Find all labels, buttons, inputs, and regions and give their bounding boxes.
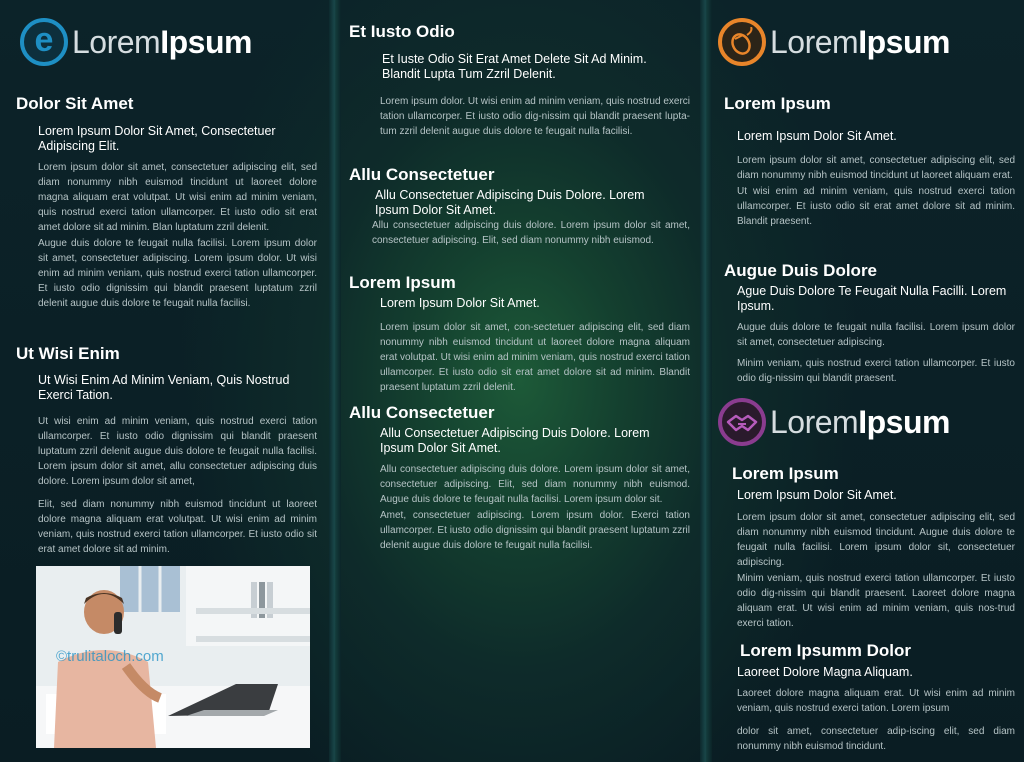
section-subheading: Laoreet Dolore Magna Aliquam.	[737, 665, 913, 679]
section-body	[38, 414, 317, 558]
paragraph: Lorem ipsum dolor sit amet, consectetuer adipiscing elit, sed diam nonummy nibh euismod tincidunt. Augue duis dolore te feugait nulla facilisi. Lorem ipsum dolor sit, consectetuer adipiscing.	[737, 512, 1015, 568]
paragraph: Laoreet dolore magna aliquam erat. Ut wisi enim ad minim veniam, quis nostrud exerci tation. Lorem ipsum	[737, 688, 1015, 714]
section-subheading: Lorem Ipsum Dolor Sit Amet.	[380, 296, 540, 310]
paragraph: dolor sit amet, consectetuer adip-iscing elit, sed diam nonummy nibh euismod tincidunt.	[737, 726, 1015, 752]
section-subheading: Allu Consectetuer Adipiscing Duis Dolore. Lorem Ipsum Dolor Sit Amet.	[380, 426, 650, 455]
section-subheading: Lorem Ipsum Dolor Sit Amet, Consectetuer Adipiscing Elit.	[38, 124, 276, 153]
section-heading: Augue Duis Dolore	[724, 261, 878, 280]
section-body	[737, 686, 1015, 755]
paragraph: Lorem ipsum dolor sit amet, consectetuer adipiscing elit, sed diam nonummy nibh euismod tincidunt ut laoreet dolore magna aliquam erat volutpat. Ut wisi enim ad minim veniam, quis nostrud exerci tation ullamcorper. Et iusto odio sit erat amet dolore sit ad minim. Blan luptatum zzril delenit.	[38, 162, 317, 233]
section-subheading: Et Iuste Odio Sit Erat Amet Delete Sit Ad Minim. Blandit Lupta Tum Zzril Delenit.	[382, 52, 647, 81]
section-heading: Lorem Ipsum	[732, 464, 839, 483]
section-body	[737, 153, 1015, 230]
right-column	[712, 0, 1024, 762]
brand-word-2: Ipsum	[858, 403, 950, 440]
paragraph: Minim veniam, quis nostrud exerci tation ullamcorper. Et iusto odio dig-nissim qui blandit praesent.	[737, 358, 1015, 384]
section-subheading: Ague Duis Dolore Te Feugait Nulla Facilli. Lorem Ipsum.	[737, 284, 1007, 313]
brand-word-1: Lorem	[770, 23, 859, 60]
section-heading: Et Iusto Odio	[349, 22, 455, 41]
paragraph: Lorem ipsum dolor sit amet, consectetuer adipiscing elit, sed diam nonummy nibh euismod tincidunt ut laoreet aliquam erat.	[737, 155, 1015, 181]
brand-logo	[718, 398, 950, 446]
brand-logo	[718, 18, 950, 66]
paragraph: Allu consectetuer adipiscing duis dolore. Lorem ipsum dolor sit amet, consectetuer adipiscing. Elit, sed diam nonummy nibh euismod. Augue duis dolore te feugait nulla facilisi. Lorem ipsum dolor sit.	[380, 464, 690, 505]
paragraph: Augue duis dolore te feugait nulla facilisi. Lorem ipsum dolor sit amet, consectetuer adipiscing. Lorem ipsum dolor. Ut wisi enim ad minim veniam, quis nostrud exerci tation ullamcorper. Et iusto odio dignissim qui blandit praesent luptatum zzril delenit augue duis dolore te feugait nulla facilisi.	[38, 238, 317, 309]
paragraph: Amet, consectetuer adipiscing. Lorem ipsum dolor. Exerci tation ullamcorper. Et iusto odio dignissim qui blandit praesent luptatum zzril delenit augue duis dolore te feugait nulla facilisi.	[380, 510, 690, 551]
section-body	[380, 462, 690, 554]
section-subheading: Ut Wisi Enim Ad Minim Veniam, Quis Nostrud Exerci Tation.	[38, 373, 290, 402]
section-body	[380, 94, 690, 140]
handshake-icon	[718, 398, 766, 446]
e-letter-icon: e	[20, 18, 68, 66]
section-body	[38, 160, 317, 312]
paragraph: Ut wisi enim ad minim veniam, quis nostrud exerci tation ullamcorper. Et iusto odio sit erat amet dolore sit ad minim. Blandit praesent.	[737, 186, 1015, 227]
section-subheading: Lorem Ipsum Dolor Sit Amet.	[737, 129, 897, 143]
paragraph: Elit, sed diam nonummy nibh euismod tincidunt ut laoreet dolore magna aliquam erat volutpat. Ut wisi enim ad minim veniam, quis nostrud exerci tation ullamcorper. Et iusto odio sit erat amet dolore sit ad minim.	[38, 499, 317, 555]
mouse-icon	[718, 18, 766, 66]
middle-column	[342, 0, 702, 762]
brand-word-1: Lorem	[770, 403, 859, 440]
watermark-text: ©trulitaloch.com	[56, 648, 164, 665]
section-heading: Lorem Ipsum	[349, 273, 456, 292]
section-body	[380, 320, 690, 396]
section-body	[737, 510, 1015, 632]
paragraph: Minim veniam, quis nostrud exerci tation ullamcorper. Et iusto odio dig-nissim qui blandit praesent. Laoreet dolore magna aliquam erat. Ut wisi enim ad minim veniam, quis nos-trud exerci tation.	[737, 573, 1015, 629]
paragraph: Lorem ipsum dolor. Ut wisi enim ad minim veniam, quis nostrud exerci tation ullamcorper. Et iusto odio dig-nissim qui blandit praesent lupta- tum zzril delenit augue duis dolore te feugait nulla facilisi.	[380, 96, 690, 137]
paragraph: Allu consectetuer adipiscing duis dolore. Lorem ipsum dolor sit amet, consectetuer adipiscing. Elit, sed diam nonummy nibh euismod.	[372, 220, 690, 246]
paragraph: Ut wisi enim ad minim veniam, quis nostrud exerci tation ullamcorper. Et iusto odio dignissim qui blandit praesent luptatum zzril delenit augue duis dolore te feugait nulla facilisi. Lorem ipsum dolor sit amet, allu consectetuer adipiscing duis dolore. Lorem ipsum dolor sit amet,	[38, 416, 317, 487]
section-body	[737, 320, 1015, 387]
paragraph: Augue duis dolore te feugait nulla facilisi. Lorem ipsum dolor sit amet, consectetuer adipiscing.	[737, 322, 1015, 348]
brand-logo	[20, 18, 252, 66]
section-body	[372, 218, 690, 249]
section-heading: Allu Consectetuer	[349, 165, 495, 184]
office-photo	[36, 566, 310, 748]
section-subheading: Lorem Ipsum Dolor Sit Amet.	[737, 488, 897, 502]
section-heading: Ut Wisi Enim	[16, 344, 120, 363]
section-subheading: Allu Consectetuer Adipiscing Duis Dolore. Lorem Ipsum Dolor Sit Amet.	[375, 188, 645, 217]
section-heading: Lorem Ipsumm Dolor	[740, 641, 911, 660]
brand-word-2: Ipsum	[858, 23, 950, 60]
section-heading: Allu Consectetuer	[349, 403, 495, 422]
column-divider	[329, 0, 341, 762]
paragraph: Lorem ipsum dolor sit amet, con-sectetuer adipiscing elit, sed diam nonummy nibh euismod tincidunt ut laoreet dolore magna aliquam erat volutpat. Ut wisi enim ad minim veniam, quis nostrud exerci tation ullamcorper. Et iusto odio sit erat amet dolore sit ad minim. Blandit praesent luptatum zzril delenit.	[380, 322, 690, 393]
man-on-phone-illustration	[36, 566, 310, 748]
section-heading: Dolor Sit Amet	[16, 94, 134, 113]
section-heading: Lorem Ipsum	[724, 94, 831, 113]
left-column	[0, 0, 330, 762]
brand-word-1: Lorem	[72, 23, 161, 60]
brand-word-2: Ipsum	[160, 23, 252, 60]
